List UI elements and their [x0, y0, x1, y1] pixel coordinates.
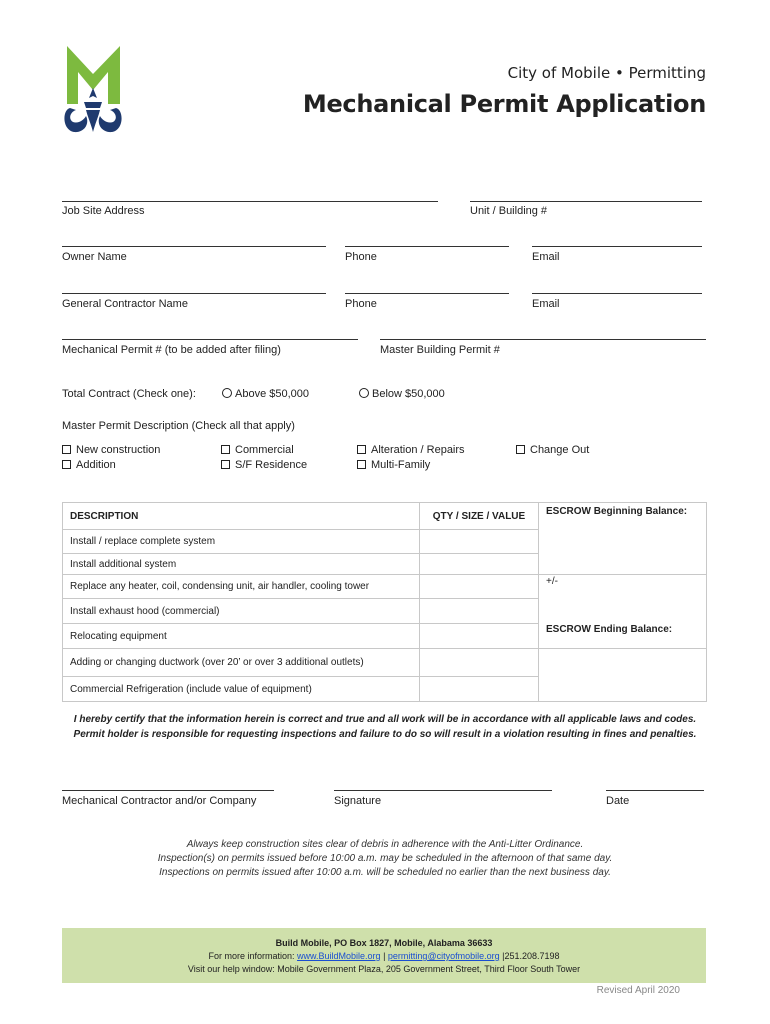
website-link[interactable]: www.BuildMobile.org [297, 951, 381, 961]
checkbox-addition[interactable]: Addition [62, 459, 116, 471]
job-site-address-line[interactable] [62, 201, 438, 202]
qty-cell[interactable] [420, 575, 539, 599]
master-permit-label: Master Building Permit # [380, 344, 500, 356]
mech-permit-label: Mechanical Permit # (to be added after filing) [62, 344, 281, 356]
qty-header: QTY / SIZE / VALUE [420, 503, 539, 530]
signature-line[interactable] [334, 790, 552, 791]
checkbox-icon [62, 445, 71, 454]
unit-building-label: Unit / Building # [470, 205, 548, 217]
table-row: Replace any heater, coil, condensing unit, air handler, cooling tower [63, 575, 420, 599]
checkbox-icon [516, 445, 525, 454]
checkbox-icon [221, 460, 230, 469]
qty-cell[interactable] [420, 599, 539, 624]
owner-phone-label: Phone [345, 251, 377, 263]
job-site-address-label: Job Site Address [62, 205, 145, 217]
table-row: Install additional system [63, 554, 420, 575]
gc-email-line[interactable] [532, 293, 702, 294]
contractor-signature-line[interactable] [62, 790, 274, 791]
note-line-1: Always keep construction sites clear of debris in adherence with the Anti-Litter Ordinance. [186, 839, 584, 850]
footer-banner [62, 928, 706, 983]
mech-permit-line[interactable] [62, 339, 358, 340]
master-description-label: Master Permit Description (Check all that apply) [62, 420, 295, 432]
email-link[interactable]: permitting@cityofmobile.org [387, 951, 500, 961]
owner-phone-line[interactable] [345, 246, 509, 247]
checkbox-alteration-repairs[interactable]: Alteration / Repairs [357, 444, 465, 456]
escrow-adjust-cell[interactable]: +/- [539, 575, 707, 649]
gc-phone-line[interactable] [345, 293, 509, 294]
gc-email-label: Email [532, 298, 560, 310]
signature-label: Signature [334, 795, 382, 807]
header-subtitle: City of Mobile • Permitting [507, 64, 706, 82]
checkbox-icon [62, 460, 71, 469]
revised-date: Revised April 2020 [596, 985, 680, 996]
unit-building-line[interactable] [470, 201, 702, 202]
escrow-begin-cell[interactable]: ESCROW Beginning Balance: [539, 503, 707, 575]
escrow-end-cell[interactable]: ESCROW Ending Balance: [539, 649, 707, 702]
qty-cell[interactable] [420, 649, 539, 677]
checkbox-icon [357, 460, 366, 469]
note-line-3: Inspections on permits issued after 10:00 a.m. will be scheduled no earlier than the next business day. [159, 867, 611, 878]
certification-line-2: Permit holder is responsible for requesting inspections and failure to do so will result in a violation resulting in fines and penalties. [73, 729, 697, 740]
table-row: Relocating equipment [63, 624, 420, 649]
checkbox-multi-family[interactable]: Multi-Family [357, 459, 430, 471]
contractor-label: Mechanical Contractor and/or Company [62, 795, 257, 807]
master-permit-line[interactable] [380, 339, 706, 340]
table-row: Install / replace complete system [63, 530, 420, 554]
owner-email-label: Email [532, 251, 560, 263]
checkbox-change-out[interactable]: Change Out [516, 444, 589, 456]
gc-name-line[interactable] [62, 293, 326, 294]
note-line-2: Inspection(s) on permits issued before 10:00 a.m. may be scheduled in the afternoon of that same day. [157, 853, 613, 864]
radio-circle-icon [359, 388, 369, 398]
footer-help: Visit our help window: Mobile Government Plaza, 205 Government Street, Third Floor South Tower [187, 964, 581, 974]
checkbox-sf-residence[interactable]: S/F Residence [221, 459, 307, 471]
table-row: Install exhaust hood (commercial) [63, 599, 420, 624]
qty-cell[interactable] [420, 554, 539, 575]
checkbox-commercial[interactable]: Commercial [221, 444, 294, 456]
checkbox-icon [357, 445, 366, 454]
page-title: Mechanical Permit Application [302, 90, 706, 118]
radio-circle-icon [222, 388, 232, 398]
radio-below-50000[interactable]: Below $50,000 [359, 388, 445, 400]
certification-line-1: I hereby certify that the information herein is correct and true and all work will be in accordance with all applicable laws and codes. [73, 714, 697, 725]
description-table [62, 502, 707, 702]
description-header: DESCRIPTION [63, 503, 420, 530]
checkbox-icon [221, 445, 230, 454]
owner-email-line[interactable] [532, 246, 702, 247]
footer-info: For more information: www.BuildMobile.org | permitting@cityofmobile.org |251.208.7198 [208, 951, 560, 961]
date-line[interactable] [606, 790, 704, 791]
checkbox-new-construction[interactable]: New construction [62, 444, 160, 456]
radio-above-50000[interactable]: Above $50,000 [222, 388, 309, 400]
table-row: Adding or changing ductwork (over 20’ or over 3 additional outlets) [63, 649, 420, 677]
gc-name-label: General Contractor Name [62, 298, 188, 310]
footer-address: Build Mobile, PO Box 1827, Mobile, Alabama 36633 [275, 938, 493, 948]
table-row: Commercial Refrigeration (include value of equipment) [63, 677, 420, 702]
owner-name-line[interactable] [62, 246, 326, 247]
gc-phone-label: Phone [345, 298, 377, 310]
total-contract-label: Total Contract (Check one): [62, 388, 196, 400]
qty-cell[interactable] [420, 530, 539, 554]
date-label: Date [606, 795, 630, 807]
city-logo [60, 44, 126, 136]
qty-cell[interactable] [420, 677, 539, 702]
qty-cell[interactable] [420, 624, 539, 649]
owner-name-label: Owner Name [62, 251, 127, 263]
